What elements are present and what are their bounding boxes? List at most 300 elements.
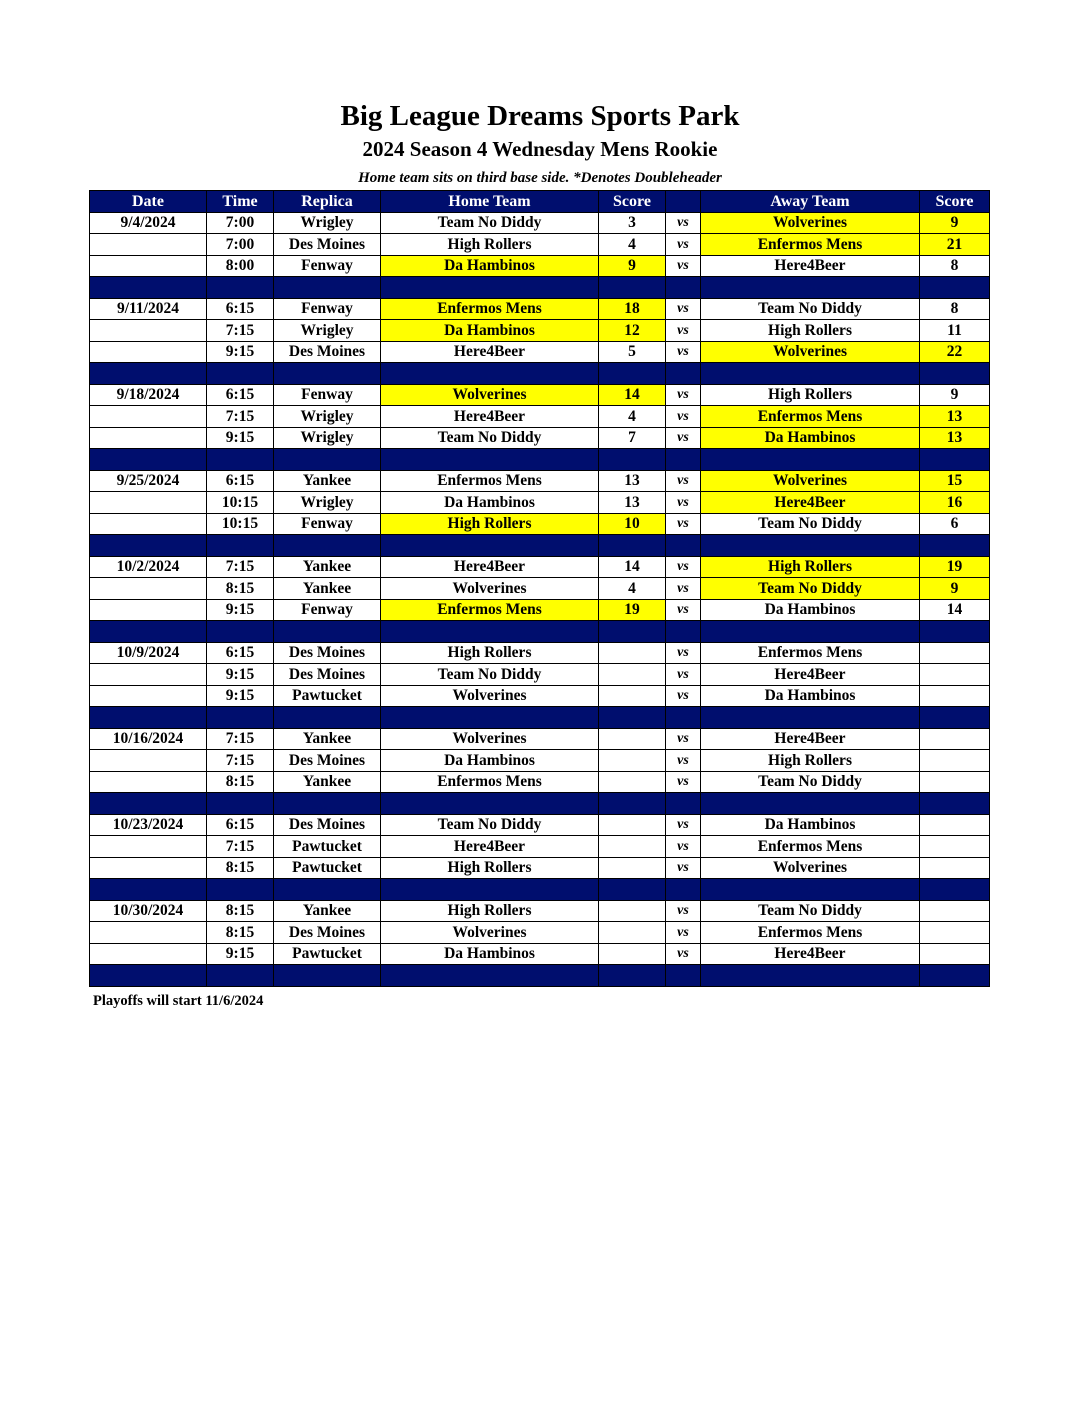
separator-cell bbox=[666, 363, 701, 385]
separator-cell bbox=[599, 535, 666, 557]
separator-cell bbox=[381, 363, 599, 385]
separator-cell bbox=[701, 449, 920, 471]
separator-cell bbox=[666, 879, 701, 901]
col-header-home-team: Home Team bbox=[381, 191, 599, 213]
table-row bbox=[90, 814, 990, 836]
separator-cell bbox=[381, 707, 599, 729]
cell-home-score bbox=[599, 642, 666, 664]
cell-home-team: Wolverines bbox=[381, 922, 599, 944]
cell-vs: vs bbox=[666, 728, 701, 750]
separator-cell bbox=[90, 965, 207, 987]
cell-vs: vs bbox=[666, 750, 701, 772]
cell-away-score: 9 bbox=[920, 384, 990, 406]
cell-home-team: Team No Diddy bbox=[381, 212, 599, 234]
cell-away-team: Here4Beer bbox=[701, 664, 920, 686]
cell-replica: Fenway bbox=[274, 599, 381, 621]
table-row bbox=[90, 492, 990, 514]
cell-vs: vs bbox=[666, 384, 701, 406]
cell-replica: Fenway bbox=[274, 298, 381, 320]
col-header-away-score: Score bbox=[920, 191, 990, 213]
separator-cell bbox=[90, 277, 207, 299]
separator-cell bbox=[274, 363, 381, 385]
cell-date bbox=[90, 341, 207, 363]
cell-date bbox=[90, 599, 207, 621]
cell-away-score: 11 bbox=[920, 320, 990, 342]
cell-away-team: Wolverines bbox=[701, 470, 920, 492]
cell-away-score bbox=[920, 857, 990, 879]
table-row bbox=[90, 513, 990, 535]
cell-home-team: Enfermos Mens bbox=[381, 771, 599, 793]
cell-vs: vs bbox=[666, 234, 701, 256]
separator-cell bbox=[701, 707, 920, 729]
cell-home-team: Wolverines bbox=[381, 578, 599, 600]
separator-cell bbox=[599, 793, 666, 815]
cell-vs: vs bbox=[666, 513, 701, 535]
separator-cell bbox=[90, 449, 207, 471]
cell-time: 8:15 bbox=[207, 922, 274, 944]
cell-time: 9:15 bbox=[207, 685, 274, 707]
cell-away-team: Here4Beer bbox=[701, 255, 920, 277]
cell-date: 10/16/2024 bbox=[90, 728, 207, 750]
cell-home-score: 10 bbox=[599, 513, 666, 535]
week-separator-row bbox=[90, 277, 990, 299]
separator-cell bbox=[599, 363, 666, 385]
cell-home-team: High Rollers bbox=[381, 857, 599, 879]
cell-time: 10:15 bbox=[207, 513, 274, 535]
separator-cell bbox=[274, 535, 381, 557]
cell-replica: Yankee bbox=[274, 728, 381, 750]
cell-away-score: 19 bbox=[920, 556, 990, 578]
cell-replica: Yankee bbox=[274, 470, 381, 492]
separator-cell bbox=[381, 793, 599, 815]
cell-time: 7:15 bbox=[207, 556, 274, 578]
table-row bbox=[90, 922, 990, 944]
cell-home-score: 18 bbox=[599, 298, 666, 320]
separator-cell bbox=[207, 363, 274, 385]
separator-cell bbox=[920, 879, 990, 901]
cell-date bbox=[90, 943, 207, 965]
cell-away-team: Wolverines bbox=[701, 212, 920, 234]
cell-away-score bbox=[920, 750, 990, 772]
separator-cell bbox=[920, 449, 990, 471]
separator-cell bbox=[666, 277, 701, 299]
page-subtitle: 2024 Season 4 Wednesday Mens Rookie bbox=[362, 137, 718, 161]
cell-home-team: High Rollers bbox=[381, 642, 599, 664]
footer-note: Playoffs will start 11/6/2024 bbox=[93, 993, 264, 1009]
cell-away-team: High Rollers bbox=[701, 750, 920, 772]
cell-away-team: High Rollers bbox=[701, 320, 920, 342]
cell-date: 9/18/2024 bbox=[90, 384, 207, 406]
cell-replica: Fenway bbox=[274, 513, 381, 535]
cell-date bbox=[90, 836, 207, 858]
cell-home-score: 5 bbox=[599, 341, 666, 363]
week-separator-row bbox=[90, 707, 990, 729]
cell-vs: vs bbox=[666, 642, 701, 664]
cell-home-team: Wolverines bbox=[381, 685, 599, 707]
cell-away-team: Team No Diddy bbox=[701, 900, 920, 922]
cell-replica: Pawtucket bbox=[274, 836, 381, 858]
cell-time: 7:15 bbox=[207, 406, 274, 428]
separator-cell bbox=[701, 363, 920, 385]
separator-cell bbox=[90, 707, 207, 729]
cell-home-score: 7 bbox=[599, 427, 666, 449]
cell-home-score bbox=[599, 836, 666, 858]
cell-time: 9:15 bbox=[207, 427, 274, 449]
cell-away-score bbox=[920, 664, 990, 686]
cell-replica: Yankee bbox=[274, 900, 381, 922]
cell-time: 9:15 bbox=[207, 943, 274, 965]
cell-date bbox=[90, 492, 207, 514]
cell-away-score bbox=[920, 943, 990, 965]
cell-date bbox=[90, 578, 207, 600]
cell-time: 8:15 bbox=[207, 771, 274, 793]
table-row bbox=[90, 556, 990, 578]
separator-cell bbox=[207, 793, 274, 815]
cell-vs: vs bbox=[666, 900, 701, 922]
cell-home-score: 4 bbox=[599, 578, 666, 600]
cell-away-score: 22 bbox=[920, 341, 990, 363]
cell-vs: vs bbox=[666, 922, 701, 944]
table-row bbox=[90, 900, 990, 922]
separator-cell bbox=[701, 793, 920, 815]
separator-cell bbox=[381, 965, 599, 987]
cell-home-team: Da Hambinos bbox=[381, 320, 599, 342]
cell-time: 7:15 bbox=[207, 728, 274, 750]
table-row bbox=[90, 320, 990, 342]
cell-replica: Wrigley bbox=[274, 427, 381, 449]
cell-date bbox=[90, 513, 207, 535]
cell-home-score: 13 bbox=[599, 470, 666, 492]
separator-cell bbox=[920, 363, 990, 385]
cell-away-score: 14 bbox=[920, 599, 990, 621]
separator-cell bbox=[381, 449, 599, 471]
cell-away-score bbox=[920, 900, 990, 922]
separator-cell bbox=[920, 535, 990, 557]
cell-away-team: Wolverines bbox=[701, 857, 920, 879]
cell-home-score bbox=[599, 857, 666, 879]
table-row bbox=[90, 298, 990, 320]
cell-vs: vs bbox=[666, 599, 701, 621]
table-row bbox=[90, 836, 990, 858]
cell-date: 9/4/2024 bbox=[90, 212, 207, 234]
separator-cell bbox=[207, 535, 274, 557]
cell-away-score bbox=[920, 728, 990, 750]
cell-home-score: 14 bbox=[599, 556, 666, 578]
table-row bbox=[90, 255, 990, 277]
cell-time: 9:15 bbox=[207, 599, 274, 621]
separator-cell bbox=[599, 277, 666, 299]
table-row bbox=[90, 771, 990, 793]
separator-cell bbox=[666, 621, 701, 643]
cell-home-score bbox=[599, 728, 666, 750]
cell-away-score: 9 bbox=[920, 578, 990, 600]
cell-home-score bbox=[599, 664, 666, 686]
table-row bbox=[90, 943, 990, 965]
week-separator-row bbox=[90, 621, 990, 643]
cell-home-team: Da Hambinos bbox=[381, 750, 599, 772]
cell-date bbox=[90, 922, 207, 944]
cell-vs: vs bbox=[666, 685, 701, 707]
col-header-away-team: Away Team bbox=[701, 191, 920, 213]
cell-away-score: 15 bbox=[920, 470, 990, 492]
cell-replica: Pawtucket bbox=[274, 943, 381, 965]
cell-replica: Fenway bbox=[274, 384, 381, 406]
cell-time: 8:00 bbox=[207, 255, 274, 277]
cell-replica: Yankee bbox=[274, 578, 381, 600]
cell-vs: vs bbox=[666, 814, 701, 836]
page-title: Big League Dreams Sports Park bbox=[340, 100, 740, 132]
cell-date bbox=[90, 255, 207, 277]
cell-away-team: Enfermos Mens bbox=[701, 406, 920, 428]
separator-cell bbox=[920, 707, 990, 729]
separator-cell bbox=[666, 707, 701, 729]
cell-away-team: Team No Diddy bbox=[701, 513, 920, 535]
cell-home-team: Da Hambinos bbox=[381, 492, 599, 514]
separator-cell bbox=[207, 621, 274, 643]
cell-time: 8:15 bbox=[207, 900, 274, 922]
cell-replica: Des Moines bbox=[274, 341, 381, 363]
cell-vs: vs bbox=[666, 556, 701, 578]
table-row bbox=[90, 384, 990, 406]
separator-cell bbox=[381, 621, 599, 643]
separator-cell bbox=[90, 793, 207, 815]
cell-home-score bbox=[599, 685, 666, 707]
cell-home-score: 9 bbox=[599, 255, 666, 277]
separator-cell bbox=[701, 965, 920, 987]
cell-date: 10/9/2024 bbox=[90, 642, 207, 664]
cell-date bbox=[90, 320, 207, 342]
cell-date bbox=[90, 771, 207, 793]
cell-time: 8:15 bbox=[207, 578, 274, 600]
cell-replica: Des Moines bbox=[274, 642, 381, 664]
cell-vs: vs bbox=[666, 664, 701, 686]
cell-vs: vs bbox=[666, 857, 701, 879]
cell-home-score: 3 bbox=[599, 212, 666, 234]
cell-away-score: 16 bbox=[920, 492, 990, 514]
separator-cell bbox=[207, 879, 274, 901]
table-row bbox=[90, 685, 990, 707]
cell-date bbox=[90, 750, 207, 772]
cell-replica: Wrigley bbox=[274, 406, 381, 428]
cell-vs: vs bbox=[666, 470, 701, 492]
cell-date: 9/11/2024 bbox=[90, 298, 207, 320]
table-row bbox=[90, 578, 990, 600]
cell-home-team: Wolverines bbox=[381, 384, 599, 406]
separator-cell bbox=[381, 277, 599, 299]
cell-replica: Wrigley bbox=[274, 492, 381, 514]
cell-time: 8:15 bbox=[207, 857, 274, 879]
separator-cell bbox=[90, 621, 207, 643]
cell-away-score: 9 bbox=[920, 212, 990, 234]
cell-time: 6:15 bbox=[207, 298, 274, 320]
cell-time: 7:15 bbox=[207, 750, 274, 772]
cell-home-score: 12 bbox=[599, 320, 666, 342]
separator-cell bbox=[666, 449, 701, 471]
cell-date bbox=[90, 234, 207, 256]
cell-home-score: 4 bbox=[599, 406, 666, 428]
separator-cell bbox=[599, 879, 666, 901]
cell-date: 9/25/2024 bbox=[90, 470, 207, 492]
col-header-home-score: Score bbox=[599, 191, 666, 213]
separator-cell bbox=[920, 965, 990, 987]
cell-away-team: Team No Diddy bbox=[701, 298, 920, 320]
cell-away-team: Da Hambinos bbox=[701, 814, 920, 836]
table-row bbox=[90, 857, 990, 879]
cell-away-score bbox=[920, 814, 990, 836]
cell-replica: Yankee bbox=[274, 556, 381, 578]
cell-away-score: 21 bbox=[920, 234, 990, 256]
table-row bbox=[90, 599, 990, 621]
cell-replica: Des Moines bbox=[274, 234, 381, 256]
cell-home-score bbox=[599, 814, 666, 836]
cell-vs: vs bbox=[666, 943, 701, 965]
week-separator-row bbox=[90, 449, 990, 471]
cell-vs: vs bbox=[666, 255, 701, 277]
cell-vs: vs bbox=[666, 836, 701, 858]
cell-home-score bbox=[599, 900, 666, 922]
separator-cell bbox=[599, 449, 666, 471]
cell-away-team: Team No Diddy bbox=[701, 771, 920, 793]
week-separator-row bbox=[90, 965, 990, 987]
cell-home-score bbox=[599, 943, 666, 965]
separator-cell bbox=[274, 879, 381, 901]
cell-away-team: Here4Beer bbox=[701, 492, 920, 514]
cell-home-team: Enfermos Mens bbox=[381, 298, 599, 320]
cell-replica: Yankee bbox=[274, 771, 381, 793]
cell-away-team: Enfermos Mens bbox=[701, 836, 920, 858]
cell-away-team: Wolverines bbox=[701, 341, 920, 363]
cell-away-score bbox=[920, 685, 990, 707]
cell-vs: vs bbox=[666, 341, 701, 363]
cell-home-team: High Rollers bbox=[381, 900, 599, 922]
separator-cell bbox=[666, 793, 701, 815]
table-row bbox=[90, 406, 990, 428]
cell-time: 9:15 bbox=[207, 664, 274, 686]
cell-replica: Fenway bbox=[274, 255, 381, 277]
cell-home-score bbox=[599, 771, 666, 793]
cell-date: 10/23/2024 bbox=[90, 814, 207, 836]
cell-away-team: Enfermos Mens bbox=[701, 642, 920, 664]
col-header-vs bbox=[666, 191, 701, 213]
separator-cell bbox=[90, 363, 207, 385]
separator-cell bbox=[207, 277, 274, 299]
cell-away-team: Team No Diddy bbox=[701, 578, 920, 600]
cell-time: 7:00 bbox=[207, 212, 274, 234]
cell-replica: Des Moines bbox=[274, 750, 381, 772]
cell-away-score bbox=[920, 836, 990, 858]
cell-away-score bbox=[920, 642, 990, 664]
separator-cell bbox=[920, 621, 990, 643]
separator-cell bbox=[90, 879, 207, 901]
cell-date: 10/30/2024 bbox=[90, 900, 207, 922]
separator-cell bbox=[207, 965, 274, 987]
table-header-row bbox=[90, 191, 990, 213]
separator-cell bbox=[666, 535, 701, 557]
table-row bbox=[90, 234, 990, 256]
cell-home-team: High Rollers bbox=[381, 234, 599, 256]
cell-vs: vs bbox=[666, 771, 701, 793]
cell-home-score bbox=[599, 750, 666, 772]
schedule-note: Home team sits on third base side. *Denotes Doubleheader bbox=[358, 170, 722, 186]
cell-home-score: 14 bbox=[599, 384, 666, 406]
cell-away-team: Enfermos Mens bbox=[701, 234, 920, 256]
cell-away-score bbox=[920, 922, 990, 944]
cell-replica: Des Moines bbox=[274, 922, 381, 944]
cell-away-score: 13 bbox=[920, 427, 990, 449]
cell-home-team: High Rollers bbox=[381, 513, 599, 535]
cell-home-team: Enfermos Mens bbox=[381, 470, 599, 492]
cell-time: 7:00 bbox=[207, 234, 274, 256]
cell-home-team: Wolverines bbox=[381, 728, 599, 750]
cell-away-team: Da Hambinos bbox=[701, 427, 920, 449]
cell-away-team: Da Hambinos bbox=[701, 599, 920, 621]
separator-cell bbox=[701, 277, 920, 299]
cell-vs: vs bbox=[666, 320, 701, 342]
cell-vs: vs bbox=[666, 298, 701, 320]
separator-cell bbox=[274, 793, 381, 815]
cell-date bbox=[90, 427, 207, 449]
table-row bbox=[90, 470, 990, 492]
cell-date bbox=[90, 685, 207, 707]
cell-away-team: Here4Beer bbox=[701, 728, 920, 750]
cell-time: 6:15 bbox=[207, 642, 274, 664]
table-row bbox=[90, 427, 990, 449]
cell-vs: vs bbox=[666, 406, 701, 428]
table-row bbox=[90, 728, 990, 750]
separator-cell bbox=[920, 277, 990, 299]
separator-cell bbox=[666, 965, 701, 987]
cell-home-score: 19 bbox=[599, 599, 666, 621]
cell-date bbox=[90, 664, 207, 686]
cell-time: 6:15 bbox=[207, 470, 274, 492]
cell-away-team: Enfermos Mens bbox=[701, 922, 920, 944]
cell-replica: Pawtucket bbox=[274, 857, 381, 879]
cell-home-team: Da Hambinos bbox=[381, 943, 599, 965]
cell-time: 7:15 bbox=[207, 836, 274, 858]
cell-vs: vs bbox=[666, 492, 701, 514]
cell-vs: vs bbox=[666, 427, 701, 449]
schedule-body bbox=[90, 212, 990, 986]
separator-cell bbox=[920, 793, 990, 815]
col-header-replica: Replica bbox=[274, 191, 381, 213]
separator-cell bbox=[207, 707, 274, 729]
cell-home-team: Team No Diddy bbox=[381, 814, 599, 836]
schedule-table bbox=[89, 190, 990, 987]
cell-home-team: Here4Beer bbox=[381, 836, 599, 858]
cell-home-team: Team No Diddy bbox=[381, 664, 599, 686]
week-separator-row bbox=[90, 793, 990, 815]
cell-date bbox=[90, 857, 207, 879]
cell-home-team: Da Hambinos bbox=[381, 255, 599, 277]
cell-date: 10/2/2024 bbox=[90, 556, 207, 578]
table-row bbox=[90, 642, 990, 664]
cell-replica: Des Moines bbox=[274, 814, 381, 836]
cell-away-score: 13 bbox=[920, 406, 990, 428]
cell-time: 6:15 bbox=[207, 384, 274, 406]
cell-home-team: Team No Diddy bbox=[381, 427, 599, 449]
separator-cell bbox=[599, 707, 666, 729]
col-header-date: Date bbox=[90, 191, 207, 213]
cell-away-team: Here4Beer bbox=[701, 943, 920, 965]
cell-date bbox=[90, 406, 207, 428]
cell-time: 9:15 bbox=[207, 341, 274, 363]
cell-vs: vs bbox=[666, 578, 701, 600]
table-row bbox=[90, 664, 990, 686]
separator-cell bbox=[274, 965, 381, 987]
cell-time: 7:15 bbox=[207, 320, 274, 342]
cell-away-score bbox=[920, 771, 990, 793]
cell-home-team: Here4Beer bbox=[381, 556, 599, 578]
